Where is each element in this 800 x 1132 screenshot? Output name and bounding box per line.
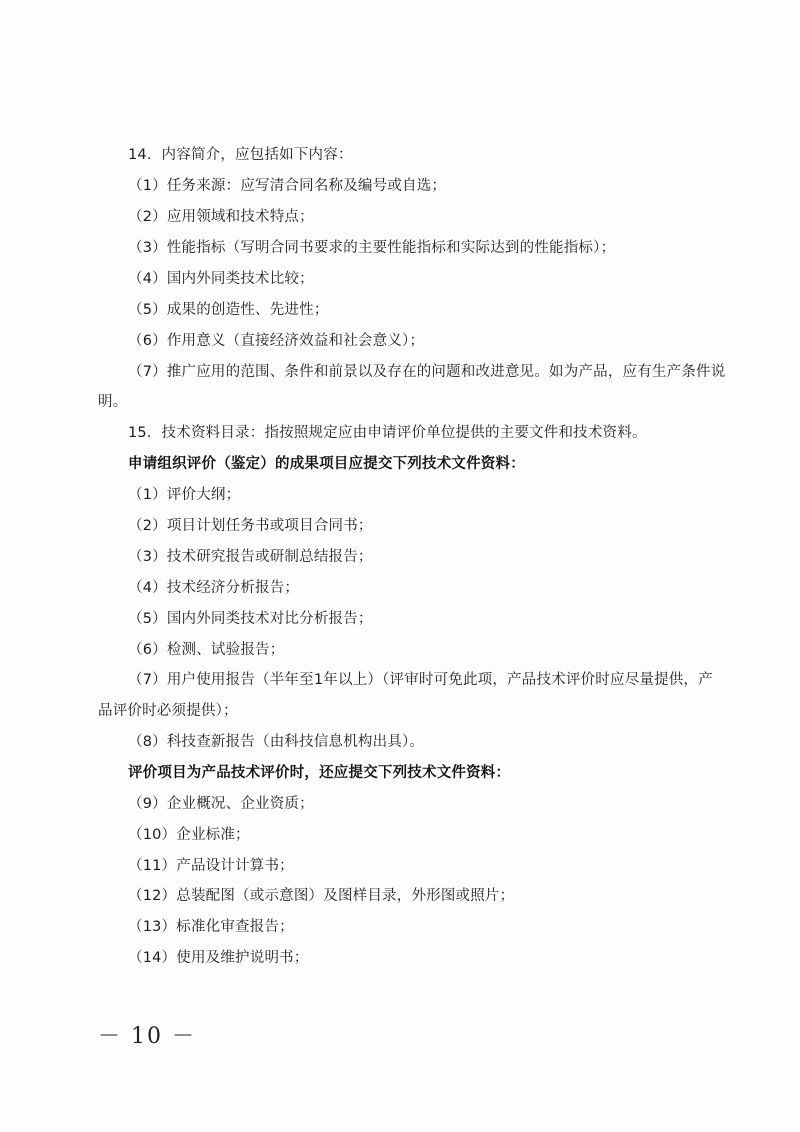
section-14-item-1: （1）任务来源：应写清合同名称及编号或自选； <box>128 178 447 194</box>
group-1-item-1: （1）评价大纲； <box>128 487 241 503</box>
group-2-item-13: （13）标准化审查报告； <box>128 919 294 935</box>
section-14-item-7-continuation: 明。 <box>98 394 128 410</box>
group-2-item-10: （10）企业标准； <box>128 827 250 843</box>
section-15-heading: 15．技术资料目录：指按照规定应由申请评价单位提供的主要文件和技术资料。 <box>128 425 647 441</box>
group-2-item-11: （11）产品设计计算书； <box>128 858 294 874</box>
group-1-item-4: （4）技术经济分析报告； <box>128 580 300 596</box>
group-2-item-14: （14）使用及维护说明书； <box>128 950 309 966</box>
group-2-item-12: （12）总装配图（或示意图）及图样目录，外形图或照片； <box>128 888 515 904</box>
section-14-heading: 14．内容简介，应包括如下内容： <box>128 147 353 163</box>
section-14-item-4: （4）国内外同类技术比较； <box>128 271 314 287</box>
group-1-heading: 申请组织评价（鉴定）的成果项目应提交下列技术文件资料： <box>128 456 525 472</box>
group-1-item-7-continuation: 品评价时必须提供）； <box>98 703 238 719</box>
group-1-item-3: （3）技术研究报告或研制总结报告； <box>128 549 373 565</box>
group-1-item-7: （7）用户使用报告（半年至1年以上）（评审时可免此项，产品技术评价时应尽量提供，产 <box>128 672 713 688</box>
section-14-item-7: （7）推广应用的范围、条件和前景以及存在的问题和改进意见。如为产品，应有生产条件说 <box>128 364 726 380</box>
group-1-item-8: （8）科技查新报告（由科技信息机构出具）。 <box>128 734 425 750</box>
section-14-item-3: （3）性能指标（写明合同书要求的主要性能指标和实际达到的性能指标）； <box>128 240 616 256</box>
group-2-item-9: （9）企业概况、企业资质； <box>128 796 314 812</box>
group-1-item-6: （6）检测、试验报告； <box>128 642 285 658</box>
group-1-item-2: （2）项目计划任务书或项目合同书； <box>128 518 373 534</box>
section-14-item-2: （2）应用领域和技术特点； <box>128 209 314 225</box>
page-number: － 10 － <box>98 1024 196 1049</box>
group-1-item-5: （5）国内外同类技术对比分析报告； <box>128 611 373 627</box>
section-14-item-5: （5）成果的创造性、先进性； <box>128 302 329 318</box>
section-14-item-6: （6）作用意义（直接经济效益和社会意义）； <box>128 333 425 349</box>
group-2-heading: 评价项目为产品技术评价时，还应提交下列技术文件资料： <box>128 765 511 781</box>
